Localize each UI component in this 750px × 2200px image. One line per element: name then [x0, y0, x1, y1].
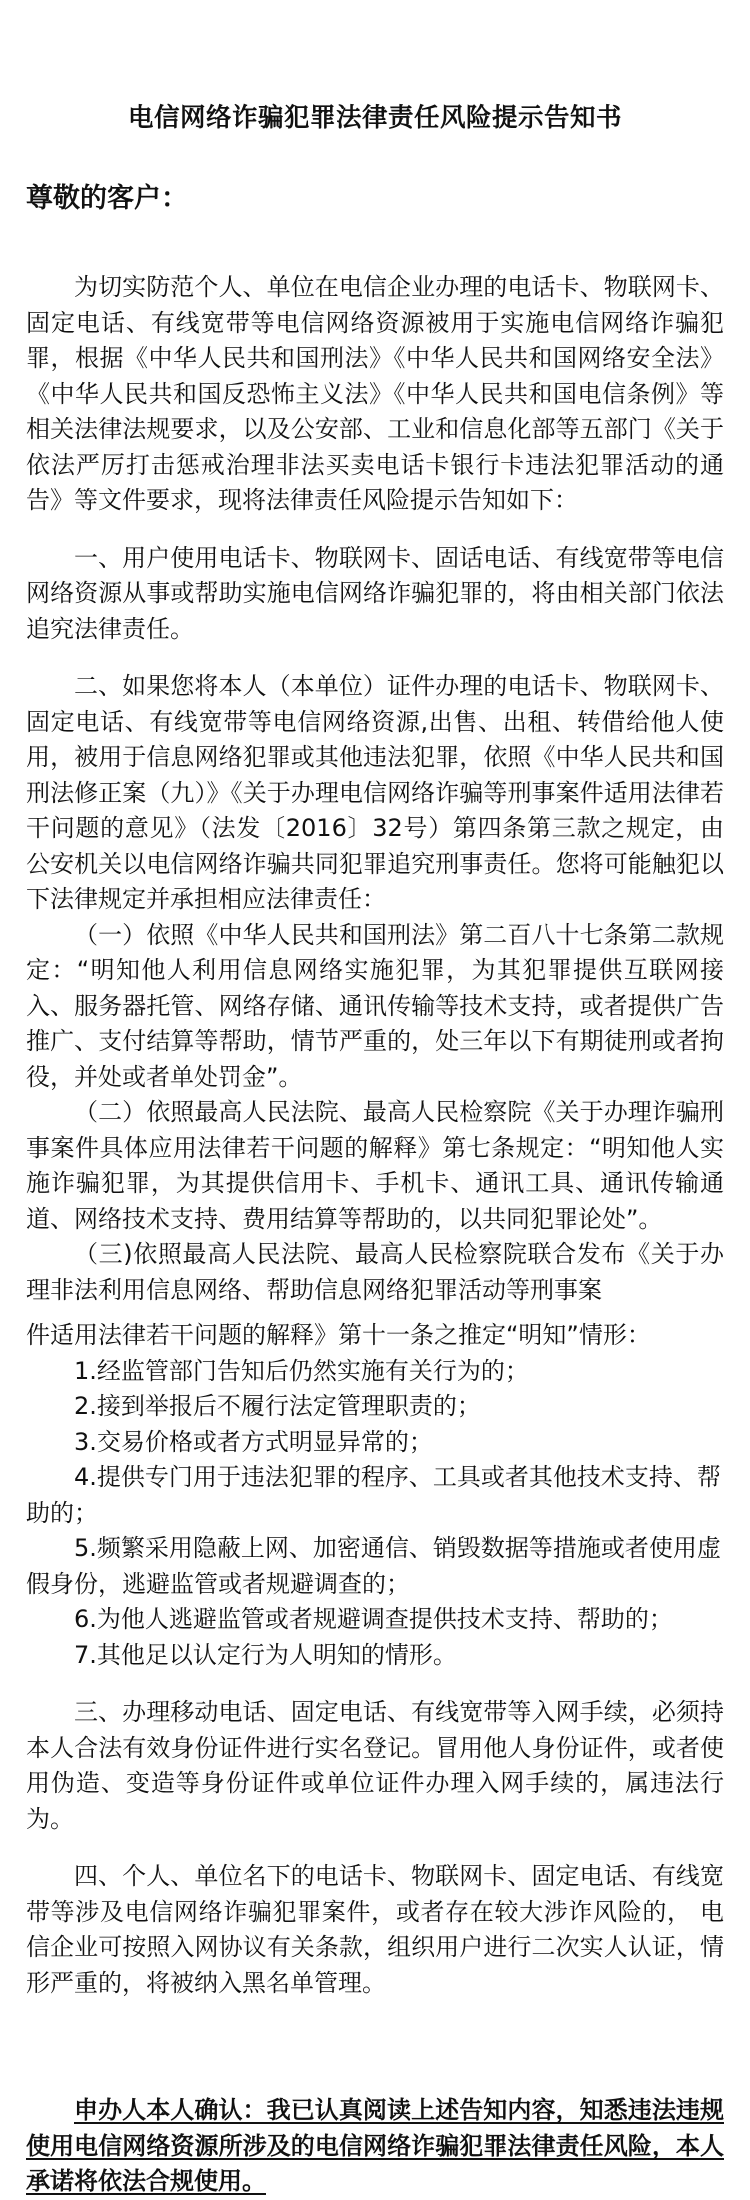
spacer: [26, 1308, 724, 1318]
spacer: [26, 647, 724, 669]
section-2-paragraph: 二、如果您将本人（本单位）证件办理的电话卡、物联网卡、固定电话、有线宽带等电信网络资源,出售、出租、转借给他人使用，被用于信息网络犯罪或其他违法犯罪，依照《中华人民共和国刑法修正案（九）》《关于办理电信网络诈骗等刑事案件适用法律若干问题的意见》（法发〔2016〕32号）第四条第三款之规定，由公安机关以电信网络诈骗共同犯罪追究刑事责任。您将可能触犯以下法律规定并承担相应法律责任：: [26, 672, 724, 913]
subsection-1-paragraph: （一）依照《中华人民共和国刑法》第二百八十七条第二款规定：“明知他人利用信息网络实施犯罪，为其犯罪提供互联网接入、服务器托管、网络存储、通讯传输等技术支持，或者提供广告推广、支付结算等帮助，情节严重的，处三年以下有期徒刑或者拘役，并处或者单处罚金”。: [26, 920, 724, 1091]
spacer: [26, 1673, 724, 1695]
list-item: 7.其他足以认定行为人明知的情形。: [74, 1640, 457, 1669]
list-item: 2.接到举报后不履行法定管理职责的；: [74, 1392, 481, 1420]
presumption-list: [26, 1354, 724, 1674]
applicant-confirmation: 申办人本人确认：我已认真阅读上述告知内容，知悉违法违规使用电信网络资源所涉及的电信网络诈骗犯罪法律责任风险，本人承诺将依法合规使用。: [26, 2096, 724, 2195]
section-4-paragraph: 四、个人、单位名下的电话卡、物联网卡、固定电话、有线宽带等涉及电信网络诈骗犯罪案件，或者存在较大涉诈风险的， 电信企业可按照入网协议有关条款，组织用户进行二次实人认证，情形严重的，将被纳入黑名单管理。: [26, 1862, 724, 1997]
list-item: 3.交易价格或者方式明显异常的；: [74, 1427, 433, 1456]
spacer: [26, 1837, 724, 1859]
subsection-3-paragraph-b: 件适用法律若干问题的解释》第十一条之推定“明知”情形：: [26, 1321, 651, 1349]
list-item: 5.频繁采用隐蔽上网、加密通信、销毁数据等措施或者使用虚假身份，逃避监管或者规避调查的；: [26, 1534, 721, 1598]
spacer: [26, 2001, 724, 2093]
salutation: 尊敬的客户：: [26, 183, 188, 214]
section-3-paragraph: 三、办理移动电话、固定电话、有线宽带等入网手续，必须持本人合法有效身份证件进行实名登记。冒用他人身份证件，或者使用伪造、变造等身份证件或单位证件办理入网手续的，属违法行为。: [26, 1698, 724, 1833]
subsection-3-paragraph-a: （三)依照最高人民法院、最高人民检察院联合发布《关于办理非法利用信息网络、帮助信息网络犯罪活动等刑事案: [26, 1240, 724, 1304]
list-item: 1.经监管部门告知后仍然实施有关行为的；: [74, 1356, 529, 1385]
document-title: 电信网络诈骗犯罪法律责任风险提示告知书: [127, 103, 622, 133]
subsection-2-paragraph: （二）依照最高人民法院、最高人民检察院《关于办理诈骗刑事案件具体应用法律若干问题的解释》第七条规定：“明知他人实施诈骗犯罪，为其提供信用卡、手机卡、通讯工具、通讯传输通道、网络技术支持、费用结算等帮助的，以共同犯罪论处”。: [26, 1098, 724, 1233]
list-item: 6.为他人逃避监管或者规避调查提供技术支持、帮助的；: [74, 1605, 673, 1633]
list-item: 4.提供专门用于违法犯罪的程序、工具或者其他技术支持、帮助的；: [26, 1463, 721, 1527]
intro-paragraph: 为切实防范个人、单位在电信企业办理的电话卡、物联网卡、 固定电话、有线宽带等电信网络资源被用于实施电信网络诈骗犯罪，根据《中华人民共和国刑法》《中华人民共和国网络安全法》 《中华人民共和国反恐怖主义法》《中华人民共和国电信条例》等相关法律法规要求，以及公安部、工业和信息化部等五部门《关于依法严厉打击惩戒治理非法买卖电话卡银行卡违法犯罪活动的通告》等文件要求，现将法律责任风险提示告知如下：: [26, 273, 724, 514]
spacer: [26, 519, 724, 541]
notice-document: [26, 0, 724, 2200]
section-1-paragraph: 一、用户使用电话卡、物联网卡、固话电话、有线宽带等电信网络资源从事或帮助实施电信网络诈骗犯罪的，将由相关部门依法追究法律责任。: [26, 543, 724, 643]
